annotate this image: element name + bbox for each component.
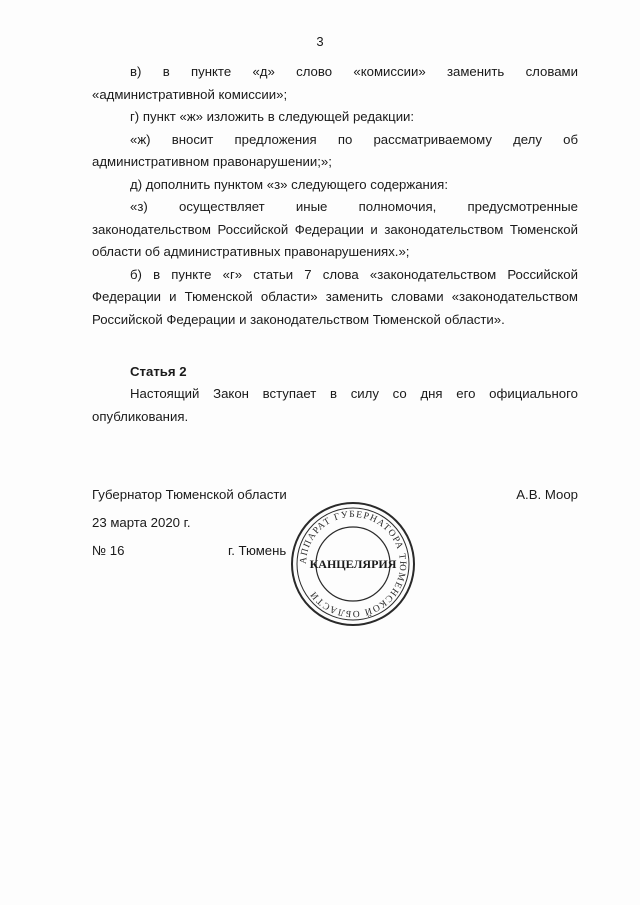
paragraph-d: д) дополнить пунктом «з» следующего содержания: <box>130 176 448 192</box>
document-body <box>92 61 578 428</box>
signatory-name: А.В. Моор <box>516 487 578 502</box>
paragraph-b: б) в пункте «г» статьи 7 слова «законодательством Российской Федерации и Тюменской области» заменить словами «законодательством Российской Федерации и законодательством Тюменской области». <box>92 266 578 327</box>
stamp-center-text: КАНЦЕЛЯРИЯ <box>309 557 397 571</box>
office-stamp-icon <box>288 499 418 629</box>
article-2 <box>92 361 578 428</box>
document-city: г. Тюмень <box>228 543 287 558</box>
article-2-text: Настоящий Закон вступает в силу со дня его официального опубликования. <box>92 386 578 424</box>
document-date: 23 марта 2020 г. <box>92 515 191 530</box>
paragraph-v: в) в пункте «д» слово «комиссии» заменить словами «административной комиссии»; <box>92 64 578 102</box>
paragraph-z-text: «з) осуществляет иные полномочия, предусмотренные законодательством Российской Федерации и законодательством Тюменской области об административных правонарушениях.»; <box>92 199 578 259</box>
page-number: 3 <box>316 34 324 49</box>
paragraph-zh-text: «ж) вносит предложения по рассматриваемому делу об административном правонарушении;»; <box>92 131 578 169</box>
document-number: № 16 <box>92 543 125 558</box>
paragraph-g: г) пункт «ж» изложить в следующей редакции: <box>130 109 415 124</box>
signatory-position: Губернатор Тюменской области <box>92 487 287 502</box>
article-2-title: Статья 2 <box>130 364 187 379</box>
stamp-ring-text: АППАРАТ ГУБЕРНАТОРА ТЮМЕНСКОЙ ОБЛАСТИ <box>298 509 408 619</box>
